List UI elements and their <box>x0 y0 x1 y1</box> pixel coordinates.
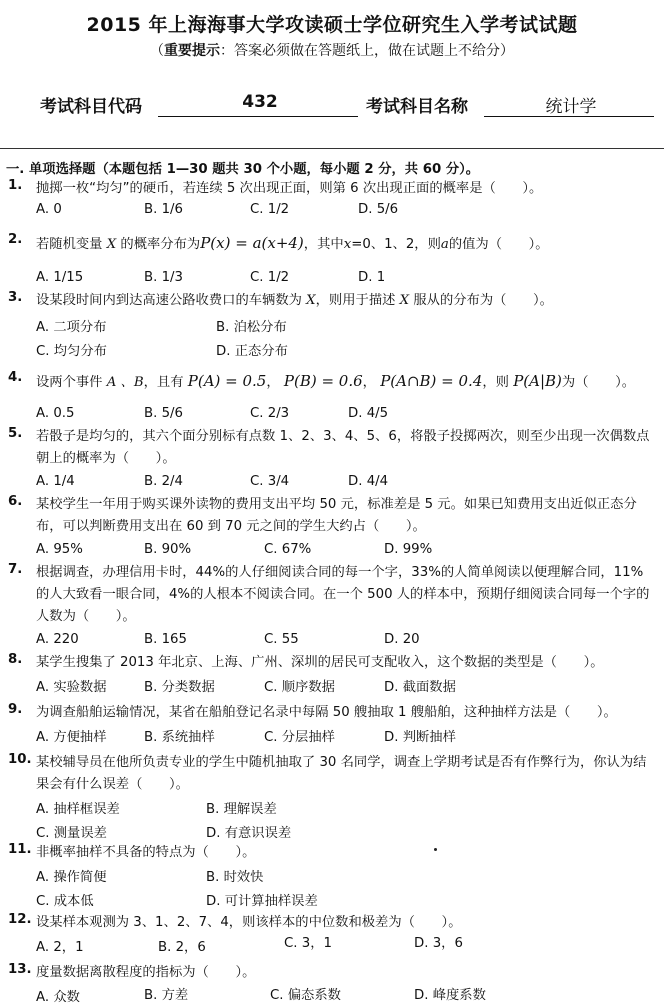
option-b: B. 5/6 <box>144 406 183 421</box>
question-stem: 设某样本观测为 3、1、2、7、4，则该样本的中位数和极差为（ ）。 <box>36 915 462 930</box>
option-b: B. 理解误差 <box>206 802 277 817</box>
question-stem: 某学生搜集了 2013 年北京、上海、广州、深圳的居民可支配收入，这个数据的类型是（ ）。 <box>36 655 604 670</box>
option-a: A. 0.5 <box>36 406 75 421</box>
option-c: C. 1/2 <box>250 270 290 285</box>
question-stem: 为调查船舶运输情况，某省在船舶登记名录中每隔 50 艘抽取 1 艘船舶，这种抽样方法是（ ）。 <box>36 705 617 720</box>
question-number: 4. <box>8 370 23 385</box>
option-d: D. 截面数据 <box>384 680 456 695</box>
subject-name-value: 统计学 <box>545 97 597 117</box>
question-number: 1. <box>8 178 23 193</box>
option-c: C. 1/2 <box>250 202 290 217</box>
question-number: 8. <box>8 652 23 667</box>
question-stem: 非概率抽样不具备的特点为（ ）。 <box>36 845 256 860</box>
question-number: 7. <box>8 562 23 577</box>
option-d: D. 3，6 <box>414 936 463 951</box>
question-number: 9. <box>8 702 23 717</box>
option-c: C. 顺序数据 <box>264 680 335 695</box>
subject-code-value: 432 <box>242 92 278 112</box>
option-a: A. 1/15 <box>36 270 84 285</box>
subject-code-label: 考试科目代码 <box>40 97 142 117</box>
option-a: A. 抽样框误差 <box>36 802 120 817</box>
option-d: D. 20 <box>384 632 420 647</box>
question-stem: 度量数据离散程度的指标为（ ）。 <box>36 965 256 980</box>
option-d: D. 有意识误差 <box>206 826 292 841</box>
exam-title: 2015 年上海海事大学攻读硕士学位研究生入学考试试题 <box>86 14 578 36</box>
option-c: C. 3，1 <box>284 936 332 951</box>
option-c: C. 测量误差 <box>36 826 107 841</box>
important-notice: （重要提示：答案必须做在答题纸上，做在试题上不给分） <box>150 43 514 59</box>
option-a: A. 二项分布 <box>36 320 107 335</box>
option-a: A. 实验数据 <box>36 680 107 695</box>
question-stem: 抛掷一枚“均匀”的硬币，若连续 5 次出现正面，则第 6 次出现正面的概率是（ ）。 <box>36 181 543 196</box>
subject-name-label: 考试科目名称 <box>366 97 468 117</box>
question-stem: 若随机变量 X 的概率分布为P(x) = a(x+4)，其中x=0、1、2，则a的值为（ ）。 <box>36 234 549 252</box>
option-d: D. 1 <box>358 270 386 285</box>
option-a: A. 1/4 <box>36 474 75 489</box>
option-b: B. 90% <box>144 542 192 557</box>
question-stem: 某校辅导员在他所负责专业的学生中随机抽取了 30 名同学，调查上学期考试是否有作弊行为，你认为结果会有什么误差（ ）。 <box>36 755 647 792</box>
option-b: B. 1/3 <box>144 270 183 285</box>
question-number: 12. <box>8 912 32 927</box>
option-c: C. 偏态系数 <box>270 988 341 1003</box>
question-number: 5. <box>8 426 23 441</box>
option-b: B. 方差 <box>144 988 189 1003</box>
option-b: B. 1/6 <box>144 202 183 217</box>
notice-label: 重要提示 <box>164 43 220 59</box>
option-d: D. 可计算抽样误差 <box>206 894 318 909</box>
question-number: 11. <box>8 842 32 857</box>
option-c: C. 分层抽样 <box>264 730 335 745</box>
option-c: C. 成本低 <box>36 894 94 909</box>
option-b: B. 泊松分布 <box>216 320 287 335</box>
subject-code-underline <box>158 116 358 117</box>
option-b: B. 2/4 <box>144 474 183 489</box>
option-c: C. 67% <box>264 542 312 557</box>
question-stem: 设某段时间内到达高速公路收费口的车辆数为 X，则用于描述 X 服从的分布为（ ）。 <box>36 293 553 308</box>
question-stem: 若骰子是均匀的，其六个面分别标有点数 1、2、3、4、5、6，将骰子投掷两次，则至少出现一次偶数点朝上的概率为（ ）。 <box>36 429 650 466</box>
option-b: B. 分类数据 <box>144 680 215 695</box>
header-divider <box>0 148 664 149</box>
subject-name-underline <box>484 116 654 117</box>
option-d: D. 4/4 <box>348 474 389 489</box>
option-d: D. 峰度系数 <box>414 988 486 1003</box>
option-d: D. 5/6 <box>358 202 399 217</box>
question-number: 2. <box>8 232 23 247</box>
question-stem: 根据调查，办理信用卡时，44%的人仔细阅读合同的每一个字，33%的人简单阅读以便理解合同，11%的人大致看一眼合同，4%的人根本不阅读合同。在一个 500 人的样本中，预期仔细阅读合同每一个字的人数为（ ）。 <box>36 565 650 624</box>
option-a: A. 95% <box>36 542 83 557</box>
option-a: A. 0 <box>36 202 62 217</box>
option-d: D. 4/5 <box>348 406 389 421</box>
question-number: 6. <box>8 494 23 509</box>
notice-text: 答案必须做在答题纸上，做在试题上不给分 <box>234 43 500 59</box>
option-c: C. 2/3 <box>250 406 290 421</box>
option-b: B. 165 <box>144 632 187 647</box>
section-heading: 一. 单项选择题（本题包括 1—30 题共 30 个小题，每小题 2 分，共 60 分）。 <box>6 162 480 177</box>
option-b: B. 2，6 <box>158 940 206 955</box>
option-c: C. 3/4 <box>250 474 290 489</box>
option-c: C. 55 <box>264 632 299 647</box>
question-stem: 某校学生一年用于购买课外读物的费用支出平均 50 元，标准差是 5 元。如果已知费用支出近似正态分布，可以判断费用支出在 60 到 70 元之间的学生大约占（ ）。 <box>36 497 637 534</box>
question-number: 3. <box>8 290 23 305</box>
scan-speck <box>434 848 437 851</box>
option-b: B. 时效快 <box>206 870 264 885</box>
option-c: C. 均匀分布 <box>36 344 107 359</box>
option-d: D. 判断抽样 <box>384 730 456 745</box>
question-number: 13. <box>8 962 32 977</box>
question-number: 10. <box>8 752 32 767</box>
option-d: D. 正态分布 <box>216 344 288 359</box>
option-a: A. 方便抽样 <box>36 730 107 745</box>
subject-info <box>40 92 660 122</box>
option-a: A. 2，1 <box>36 940 84 955</box>
option-a: A. 众数 <box>36 990 80 1005</box>
option-d: D. 99% <box>384 542 433 557</box>
option-b: B. 系统抽样 <box>144 730 215 745</box>
option-a: A. 操作简便 <box>36 870 107 885</box>
option-a: A. 220 <box>36 632 79 647</box>
question-stem: 设两个事件 A 、B，且有 P(A) = 0.5， P(B) = 0.6， P(A∩B) = 0.4，则 P(A|B)为（ ）。 <box>36 372 636 390</box>
